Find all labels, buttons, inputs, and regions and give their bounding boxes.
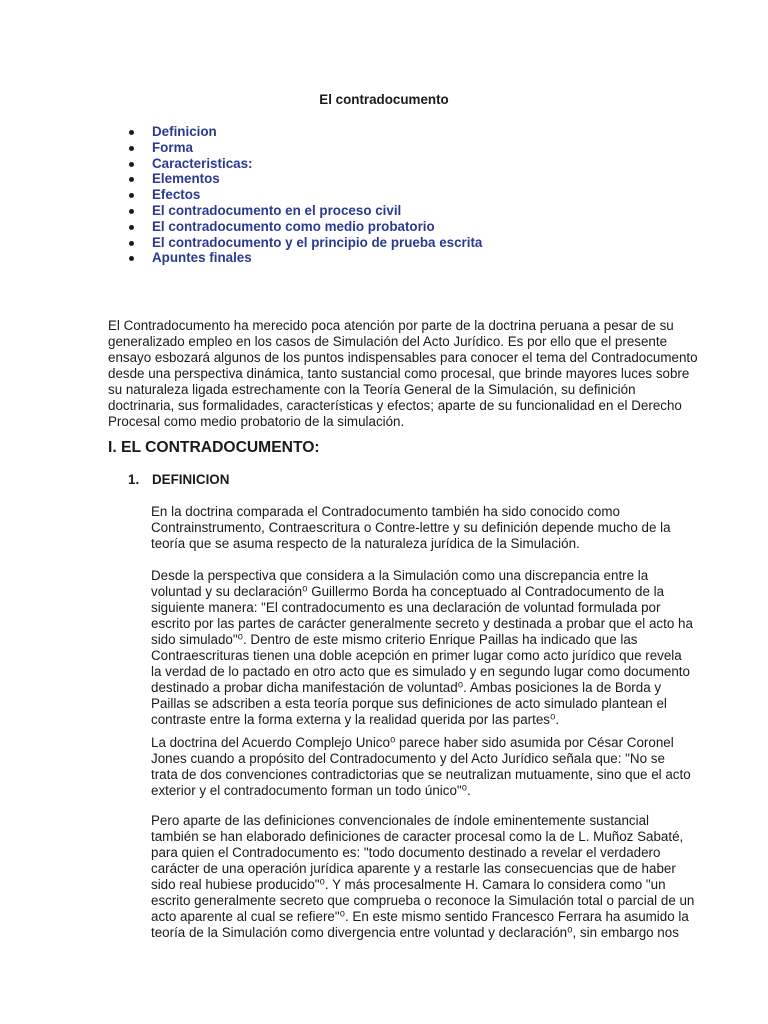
bullet-icon [129,130,134,135]
toc-item [126,203,482,219]
text-line: escrito generalmente secreto que comprueba o reconoce la Simulación total o parcial de un [151,893,695,908]
text-line: generalizado empleo en los casos de Simulación del Acto Jurídico. Es por ello que el presente [108,334,668,349]
text-line: escrito por las partes de carácter generalmente secreto y destinada a probar que el acto ha [151,616,693,631]
text-line: exterior y el contradocumento forman un todo único"⁰. [151,783,471,798]
text-line: contraste entre la forma externa y la realidad querida por las partes⁰. [151,712,560,727]
text-line: acto aparente al cual se refiere"⁰. En este mismo sentido Francesco Ferrara ha asumido la [151,909,689,924]
toc-link-apuntes-finales[interactable]: Apuntes finales [152,250,252,266]
intro-paragraph [108,318,698,430]
bullet-icon [129,209,134,214]
toc-item [126,187,482,203]
toc-link-prueba-escrita[interactable]: El contradocumento y el principio de prueba escrita [152,234,483,250]
toc-item [126,124,482,140]
bullet-icon [129,177,134,182]
section-heading: I. EL CONTRADOCUMENTO: [108,439,320,456]
text-line: El Contradocumento ha merecido poca atención por parte de la doctrina peruana a pesar de su [108,318,674,333]
bullet-icon [129,225,134,230]
text-line: Contraescrituras tienen una doble acepción en primer lugar como acto jurídico que revela [151,648,682,663]
toc-link-proceso-civil[interactable]: El contradocumento en el proceso civil [152,202,402,218]
text-line: doctrinaria, sus formalidades, características y efectos; aparte de su funcionalidad en el Derecho [108,398,682,413]
definition-paragraph-2 [151,568,693,728]
text-line: En la doctrina comparada el Contradocumento también ha sido conocido como [151,504,620,519]
text-line: La doctrina del Acuerdo Complejo Unico⁰ parece haber sido asumida por César Coronel [151,735,674,750]
definition-paragraph-1 [151,504,671,552]
toc-link-forma[interactable]: Forma [152,139,193,155]
toc-link-elementos[interactable]: Elementos [152,171,220,187]
text-line: voluntad y su declaración⁰ Guillermo Borda ha conceptuado al Contradocumento de la [151,584,665,599]
subsection-heading [128,472,229,488]
toc-link-medio-probatorio[interactable]: El contradocumento como medio probatorio [152,218,435,234]
subsection-title: DEFINICION [152,472,230,487]
text-line: su naturaleza ligada estrechamente con la Teoría General de la Simulación, su definición [108,382,636,397]
text-line: Paillas se adscriben a esta teoría porque sus definiciones de acto simulado plantean el [151,696,667,711]
text-line: destinado a probar dicha manifestación de voluntad⁰. Ambas posiciones la de Borda y [151,680,662,695]
toc-link-caracteristicas[interactable]: Caracteristicas: [152,155,253,171]
text-line: la verdad de lo pactado en otro acto que es simulado y en segundo lugar como documento [151,664,690,679]
toc-item [126,140,482,156]
text-line: Procesal como medio probatorio de la simulación. [108,414,405,429]
text-line: Pero aparte de las definiciones convencionales de índole eminentemente sustancial [151,813,650,828]
bullet-icon [129,193,134,198]
bullet-icon [129,241,134,246]
bullet-icon [129,162,134,167]
table-of-contents [126,124,482,266]
text-line: Desde la perspectiva que considera a la Simulación como una discrepancia entre la [151,568,649,583]
toc-item [126,219,482,235]
text-line: carácter de una operación jurídica aparente y a restarle las consecuencias que de haber [151,861,676,876]
bullet-icon [129,146,134,151]
bullet-icon [129,256,134,261]
text-line: teoría de la Simulación como divergencia entre voluntad y declaración⁰, sin embargo nos [151,925,679,940]
text-line: siguiente manera: "El contradocumento es una declaración de voluntad formulada por [151,600,661,615]
toc-link-definicion[interactable]: Definicion [152,124,217,139]
text-line: Jones cuando a propósito del Contradocumento y del Acto Jurídico señala que: "No se [151,751,665,766]
text-line: trata de dos convenciones contradictorias que se neutralizan mutuamente, sino que el acto [151,767,691,782]
text-line: sido real hubiese producido"⁰. Y más procesalmente H. Camara lo considera como "un [151,877,666,892]
text-line: también se han elaborado definiciones de caracter procesal como la de L. Muñoz Sabaté, [151,829,684,844]
text-line: sido simulado"⁰. Dentro de este mismo criterio Enrique Paillas ha indicado que las [151,632,638,647]
toc-item [126,250,482,266]
definition-paragraph-3 [151,735,691,799]
definition-paragraph-4 [151,813,695,941]
toc-item [126,235,482,251]
subsection-number: 1. [128,472,140,487]
toc-item [126,171,482,187]
text-line: desde una perspectiva dinámica, tanto sustancial como procesal, que brinde mayores luces sobre [108,366,690,381]
text-line: ensayo esbozará algunos de los puntos indispensables para conocer el tema del Contradocumento [108,350,698,365]
text-line: para quien el Contradocumento es: "todo documento destinado a revelar el verdadero [151,845,661,860]
toc-link-efectos[interactable]: Efectos [152,187,201,203]
text-line: Contrainstrumento, Contraescritura o Contre-lettre y su definición depende mucho de la [151,520,671,535]
document-title: El contradocumento [319,92,449,107]
toc-item [126,156,482,172]
text-line: teoría que se asuma respecto de la naturaleza jurídica de la Simulación. [151,536,580,551]
